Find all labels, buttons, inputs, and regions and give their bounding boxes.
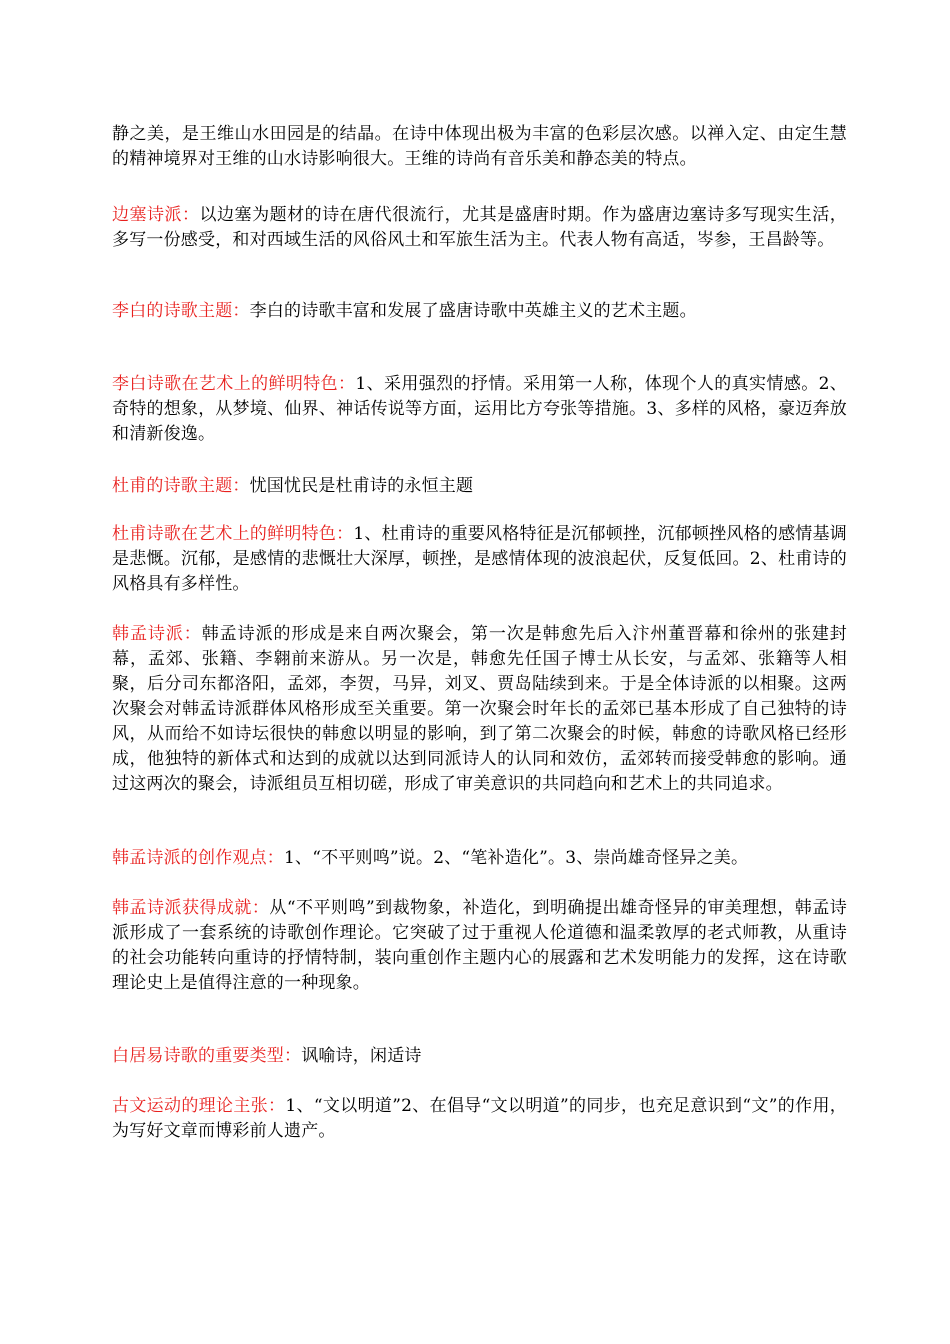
paragraph-li-bai-theme bbox=[112, 299, 847, 324]
paragraph-body: 讽喻诗，闲适诗 bbox=[301, 1046, 422, 1066]
paragraph-han-meng-school bbox=[112, 622, 847, 797]
paragraph-body: 以边塞为题材的诗在唐代很流行，尤其是盛唐时期。作为盛唐边塞诗多写现实生活，多写一份感受，和对西域生活的风俗风土和军旅生活为主。代表人物有高适，岑参，王昌龄等。 bbox=[112, 205, 848, 250]
paragraph-body: 1、“不平则鸣”说。2、“笔补造化”。3、崇尚雄奇怪异之美。 bbox=[284, 848, 749, 868]
paragraph-han-meng-views bbox=[112, 846, 847, 871]
paragraph-du-fu-features bbox=[112, 522, 847, 597]
term-label: 李白诗歌在艺术上的鲜明特色： bbox=[112, 374, 356, 394]
paragraph-body: 忧国忧民是杜甫诗的永恒主题 bbox=[249, 476, 474, 496]
paragraph-body: 静之美，是王维山水田园是的结晶。在诗中体现出极为丰富的色彩层次感。以禅入定、由定生慧的精神境界对王维的山水诗影响很大。王维的诗尚有音乐美和静态美的特点。 bbox=[112, 124, 847, 169]
paragraph-du-fu-theme bbox=[112, 474, 847, 499]
paragraph-frontier-poetry bbox=[112, 203, 847, 253]
term-label: 杜甫的诗歌主题： bbox=[112, 476, 250, 496]
paragraph-bai-juyi-types bbox=[112, 1044, 847, 1069]
paragraph-body: 韩孟诗派的形成是来自两次聚会，第一次是韩愈先后入汴州董晋幕和徐州的张建封幕，孟郊、张籍、李翱前来游从。另一次是，韩愈先任国子博士从长安，与孟郊、张籍等人相聚，后分司东都洛阳，孟郊，李贺，马异，刘叉、贾岛陆续到来。于是全体诗派的以相聚。这两次聚会对韩孟诗派群体风格形成至关重要。第一次聚会时年长的孟郊已基本形成了自己独特的诗风，从而给不如诗坛很快的韩愈以明显的影响，到了第二次聚会的时候，韩愈的诗歌风格已经形成，他独特的新体式和达到的成就以达到同派诗人的认同和效仿，孟郊转而接受韩愈的影响。通过这两次的聚会，诗派组员互相切磋，形成了审美意识的共同趋向和艺术上的共同追求。 bbox=[112, 624, 848, 794]
term-label: 韩孟诗派： bbox=[112, 624, 202, 644]
paragraph-li-bai-features bbox=[112, 372, 847, 447]
paragraph-body: 从“不平则鸣”到裁物象，补造化，到明确提出雄奇怪异的审美理想，韩孟诗派形成了一套系统的诗歌创作理论。它突破了过于重视人伦道德和温柔敦厚的老式师教，从重诗的社会功能转向重诗的抒情特制，装向重创作主题内心的展露和艺术发明能力的发挥，这在诗歌理论史上是值得注意的一种现象。 bbox=[112, 898, 847, 993]
paragraph-wang-wei bbox=[112, 122, 847, 172]
paragraph-guwen-movement bbox=[112, 1094, 847, 1144]
paragraph-body: 1、“文以明道”2、在倡导“文以明道”的同步，也充足意识到“文”的作用，为写好文章而博彩前人遗产。 bbox=[112, 1096, 847, 1141]
term-label: 李白的诗歌主题： bbox=[112, 301, 250, 321]
term-label: 韩孟诗派获得成就： bbox=[112, 898, 270, 918]
paragraph-body: 1、杜甫诗的重要风格特征是沉郁顿挫，沉郁顿挫风格的感情基调是悲慨。沉郁，是感情的悲慨壮大深厚，顿挫，是感情体现的波浪起伏，反复低回。2、杜甫诗的风格具有多样性。 bbox=[112, 524, 847, 594]
term-label: 白居易诗歌的重要类型： bbox=[112, 1046, 302, 1066]
paragraph-body: 李白的诗歌丰富和发展了盛唐诗歌中英雄主义的艺术主题。 bbox=[249, 301, 697, 321]
term-label: 边塞诗派： bbox=[112, 205, 200, 225]
term-label: 杜甫诗歌在艺术上的鲜明特色： bbox=[112, 524, 354, 544]
term-label: 古文运动的理论主张： bbox=[112, 1096, 286, 1116]
paragraph-han-meng-achievements bbox=[112, 896, 847, 996]
term-label: 韩孟诗派的创作观点： bbox=[112, 848, 284, 868]
paragraph-body: 1、采用强烈的抒情。采用第一人称，体现个人的真实情感。2、奇特的想象，从梦境、仙界、神话传说等方面，运用比方夸张等措施。3、多样的风格，豪迈奔放和清新俊逸。 bbox=[112, 374, 847, 444]
